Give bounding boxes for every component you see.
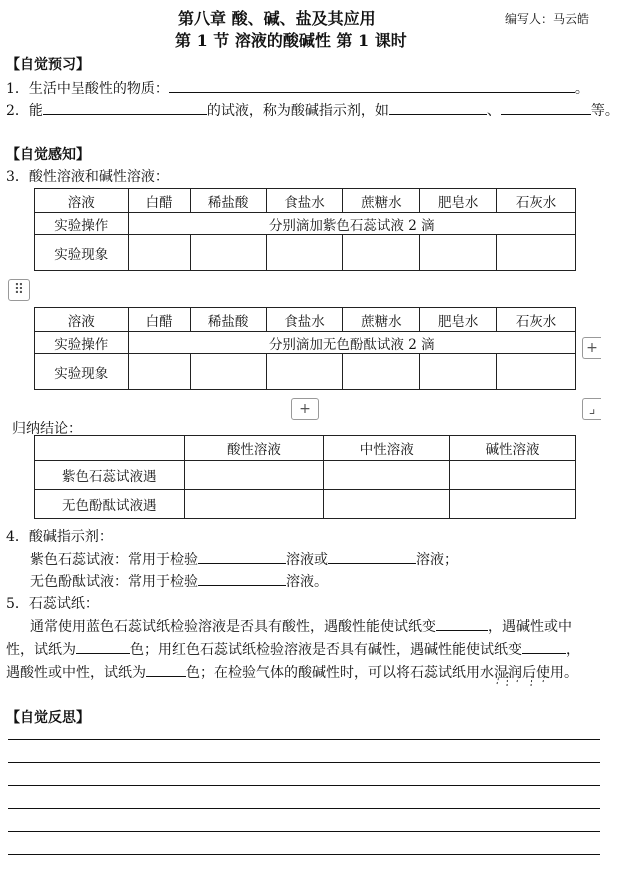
resize-table-handle[interactable]: ⌟	[582, 398, 601, 420]
q5-blank-3[interactable]	[522, 639, 566, 654]
table2-header-cell: 溶液	[35, 308, 129, 332]
q5-blank-2[interactable]	[76, 639, 130, 654]
conclusion-header-cell: 碱性溶液	[450, 436, 576, 461]
table-drag-handle[interactable]: ⠿	[8, 279, 30, 301]
reflection-heading: 【自觉反思】	[6, 710, 90, 726]
answer-line[interactable]	[8, 808, 600, 809]
table2-blank-cell[interactable]	[128, 354, 190, 390]
conclusion-header-cell: 中性溶液	[324, 436, 450, 461]
q2-sep: 、	[486, 103, 501, 119]
q4-line2-a: 无色酚酞试液：常用于检验	[30, 574, 198, 590]
table1-row-label: 实验操作	[35, 213, 129, 235]
question-3: 3．酸性溶液和碱性溶液：	[6, 169, 169, 185]
q4-line1-a: 紫色石蕊试液：常用于检验	[30, 552, 198, 568]
q1-prefix: 1．生活中呈酸性的物质：	[6, 81, 169, 97]
conclusion-blank-cell[interactable]	[450, 461, 576, 490]
q2-num: 2．	[6, 103, 29, 119]
add-column-button[interactable]: +	[582, 337, 601, 359]
table1-header-cell: 溶液	[35, 189, 129, 213]
table2-header-cell: 石灰水	[497, 308, 576, 332]
chapter-title: 第八章 酸、碱、盐及其应用	[178, 9, 376, 28]
table2-header-cell: 蔗糖水	[343, 308, 420, 332]
q2-a: 能	[28, 103, 43, 119]
table2-row-label: 实验现象	[35, 354, 129, 390]
question-4-line1	[30, 549, 458, 569]
conclusion-table	[34, 435, 576, 519]
add-row-button[interactable]: +	[291, 398, 319, 420]
table2-blank-cell[interactable]	[420, 354, 497, 390]
table1-blank-cell[interactable]	[266, 235, 343, 271]
answer-line[interactable]	[8, 785, 600, 786]
table2-row-label: 实验操作	[35, 332, 129, 354]
table1-blank-cell[interactable]	[420, 235, 497, 271]
answer-line[interactable]	[8, 739, 600, 740]
q2-b: 的试液，称为酸碱指示剂，如	[206, 103, 389, 119]
table2-header-cell: 白醋	[128, 308, 190, 332]
table1-blank-cell[interactable]	[343, 235, 420, 271]
table2-blank-cell[interactable]	[343, 354, 420, 390]
preview-heading: 【自觉预习】	[6, 57, 90, 73]
question-2	[6, 100, 619, 120]
table2-header-cell: 肥皂水	[420, 308, 497, 332]
table1-header-cell: 蔗糖水	[343, 189, 420, 213]
q5-blank-4[interactable]	[146, 662, 186, 677]
question-4-title: 4．酸碱指示剂：	[6, 529, 113, 545]
table1-header-cell: 稀盐酸	[190, 189, 266, 213]
litmus-table	[34, 188, 576, 271]
answer-line[interactable]	[8, 762, 600, 763]
conclusion-label: 归纳结论：	[12, 421, 82, 437]
handwriting-marks	[495, 662, 555, 690]
table1-blank-cell[interactable]	[497, 235, 576, 271]
table1-blank-cell[interactable]	[128, 235, 190, 271]
conclusion-blank-cell[interactable]	[324, 490, 450, 519]
question-4-line2	[30, 571, 328, 591]
question-5-line2	[6, 639, 580, 659]
author-label: 编写人：马云皓	[505, 12, 590, 26]
phenolphthalein-table	[34, 307, 576, 390]
q5-line3-b: 色；在检验气体的酸碱性时，可以将石蕊试纸用水湿润后使用。	[186, 665, 578, 681]
table1-header-cell: 白醋	[128, 189, 190, 213]
table2-operation: 分别滴加无色酚酞试液 2 滴	[128, 332, 575, 354]
q4-line1-b: 溶液或	[286, 552, 328, 568]
q5-line2-a: 性，试纸为	[6, 642, 76, 658]
q4-blank-3[interactable]	[198, 571, 286, 586]
table1-header-cell: 食盐水	[266, 189, 343, 213]
q5-line2-b: 色；用红色石蕊试纸检验溶液是否具有碱性，遇碱性能使试纸变	[130, 642, 522, 658]
q1-blank[interactable]	[169, 78, 575, 93]
table2-blank-cell[interactable]	[497, 354, 576, 390]
conclusion-blank-cell[interactable]	[184, 490, 324, 519]
q4-blank-1[interactable]	[198, 549, 286, 564]
conclusion-blank-cell[interactable]	[450, 490, 576, 519]
table1-header-cell: 肥皂水	[420, 189, 497, 213]
q2-blank-1[interactable]	[43, 100, 207, 115]
q5-line1-b: ，遇碱性或中	[488, 619, 572, 635]
conclusion-blank-cell[interactable]	[184, 461, 324, 490]
table2-header-cell: 食盐水	[266, 308, 343, 332]
conclusion-row-label: 紫色石蕊试液遇	[35, 461, 185, 490]
question-5-line1	[30, 616, 572, 636]
q5-line1-a: 通常使用蓝色石蕊试纸检验溶液是否具有酸性，遇酸性能使试纸变	[30, 619, 436, 635]
perception-heading: 【自觉感知】	[6, 147, 90, 163]
table1-operation: 分别滴加紫色石蕊试液 2 滴	[128, 213, 575, 235]
q5-line2-c: ，	[566, 642, 580, 658]
q1-end: 。	[574, 81, 589, 97]
table1-blank-cell[interactable]	[190, 235, 266, 271]
table1-header-cell: 石灰水	[497, 189, 576, 213]
q4-blank-2[interactable]	[328, 549, 416, 564]
table2-header-cell: 稀盐酸	[190, 308, 266, 332]
conclusion-header-cell: 酸性溶液	[184, 436, 324, 461]
q5-blank-1[interactable]	[436, 616, 488, 631]
table1-row-label: 实验现象	[35, 235, 129, 271]
q4-line2-b: 溶液。	[286, 574, 328, 590]
answer-line[interactable]	[8, 854, 600, 855]
q2-end: 等。	[590, 103, 619, 119]
q5-line3-a: 遇酸性或中性，试纸为	[6, 665, 146, 681]
q2-blank-2[interactable]	[389, 100, 487, 115]
conclusion-blank-cell[interactable]	[324, 461, 450, 490]
q4-line1-c: 溶液；	[416, 552, 458, 568]
question-1	[6, 78, 589, 98]
section-title: 第 1 节 溶液的酸碱性 第 1 课时	[175, 31, 407, 50]
question-5-line3	[6, 662, 578, 682]
table2-blank-cell[interactable]	[266, 354, 343, 390]
conclusion-row-label: 无色酚酞试液遇	[35, 490, 185, 519]
q2-blank-3[interactable]	[501, 100, 591, 115]
table2-blank-cell[interactable]	[190, 354, 266, 390]
conclusion-header-cell	[35, 436, 185, 461]
answer-line[interactable]	[8, 831, 600, 832]
question-5-title: 5．石蕊试纸：	[6, 596, 99, 612]
